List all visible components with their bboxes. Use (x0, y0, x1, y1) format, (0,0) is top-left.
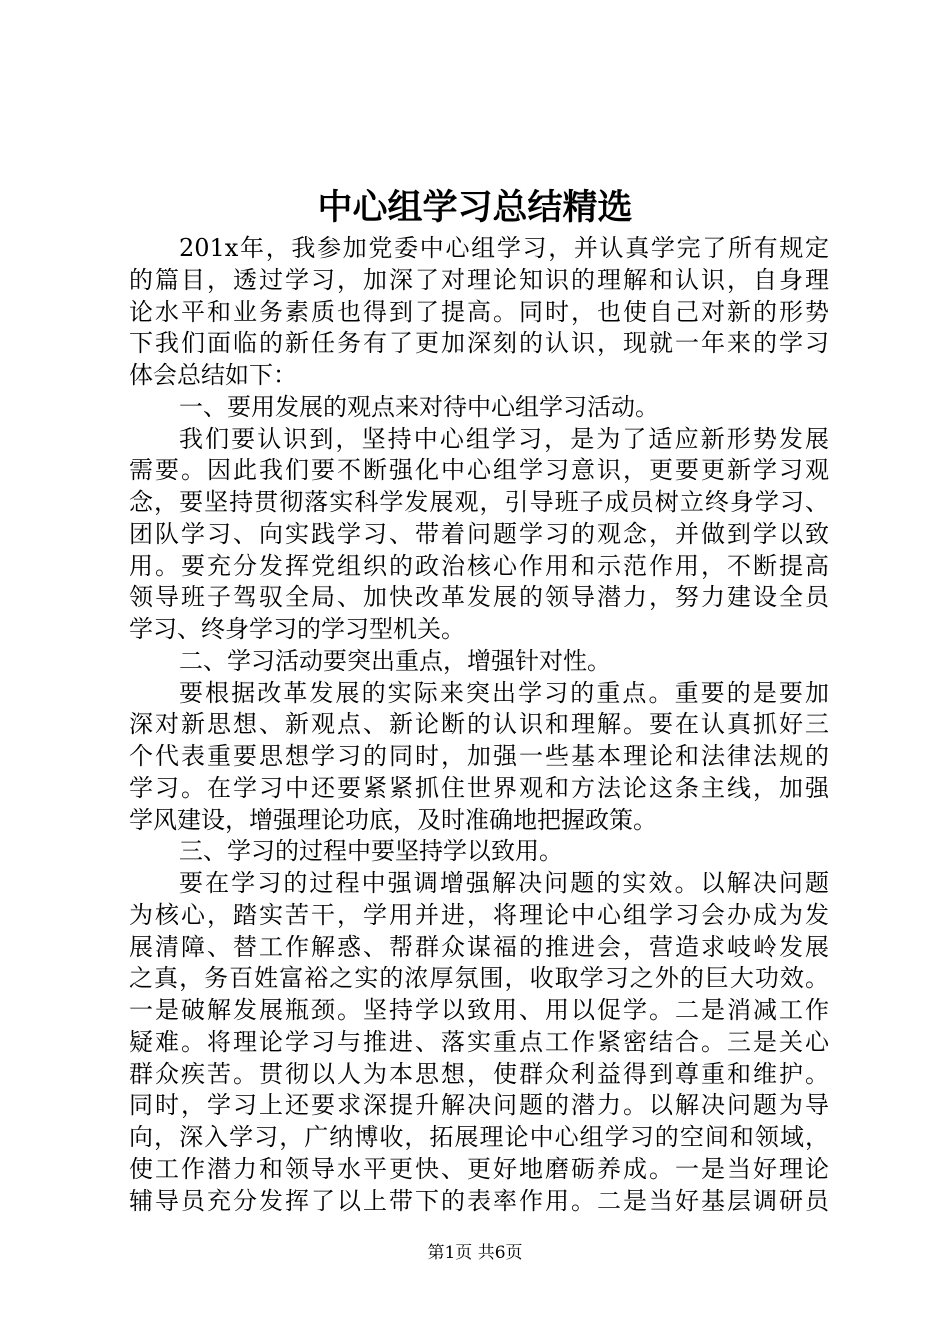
section-heading: 二、学习活动要突出重点，增强针对性。 (179, 646, 611, 675)
body-line: 使工作潜力和领导水平更快、更好地磨砺养成。一是当好理论 (129, 1154, 829, 1183)
body-line: 体会总结如下： (129, 361, 297, 389)
page-footer: 第1页 共6页 (427, 1243, 523, 1263)
body-line: 领导班子驾驭全局、加快改革发展的领导潜力，努力建设全员 (129, 583, 829, 612)
body-line: 我们要认识到，坚持中心组学习，是为了适应新形势发展 (179, 424, 829, 453)
body-line: 同时，学习上还要求深提升解决问题的潜力。以解决问题为导 (129, 1091, 829, 1120)
body-line: 疑难。将理论学习与推进、落实重点工作紧密结合。三是关心 (129, 1027, 829, 1056)
body-line: 要根据改革发展的实际来突出学习的重点。重要的是要加 (179, 678, 829, 707)
body-line: 一是破解发展瓶颈。坚持学以致用、用以促学。二是消减工作 (129, 996, 829, 1024)
body-line: 学习。在学习中还要紧紧抓住世界观和方法论这条主线，加强 (129, 773, 829, 802)
body-line: 要在学习的过程中强调增强解决问题的实效。以解决问题 (179, 869, 829, 897)
body-line: 个代表重要思想学习的同时，加强一些基本理论和法律法规的 (129, 742, 829, 770)
body-line: 之真，务百姓富裕之实的浓厚氛围，收取学习之外的巨大功效。 (129, 964, 829, 993)
body-line: 念，要坚持贯彻落实科学发展观，引导班子成员树立终身学习、 (129, 488, 829, 516)
body-line: 的篇目，透过学习，加深了对理论知识的理解和认识，自身理 (129, 265, 829, 294)
body-line: 向，深入学习，广纳博收，拓展理论中心组学习的空间和领域， (129, 1123, 829, 1151)
body-line: 下我们面临的新任务有了更加深刻的认识，现就一年来的学习 (129, 329, 829, 358)
section-heading: 一、要用发展的观点来对待中心组学习活动。 (179, 392, 659, 421)
body-line: 辅导员充分发挥了以上带下的表率作用。二是当好基层调研员 (129, 1186, 829, 1215)
document-title: 中心组学习总结精选 (317, 188, 633, 228)
body-line: 需要。因此我们要不断强化中心组学习意识，更要更新学习观 (129, 456, 829, 485)
section-heading: 三、学习的过程中要坚持学以致用。 (179, 837, 563, 866)
body-line: 学习、终身学习的学习型机关。 (129, 615, 465, 643)
body-line: 群众疾苦。贯彻以人为本思想，使群众利益得到尊重和维护。 (129, 1059, 829, 1088)
body-line: 201x年，我参加党委中心组学习，并认真学完了所有规定 (179, 234, 829, 262)
body-line: 深对新思想、新观点、新论断的认识和理解。要在认真抓好三 (129, 710, 829, 739)
body-line: 团队学习、向实践学习、带着问题学习的观念，并做到学以致 (129, 519, 829, 548)
body-line: 为核心，踏实苦干，学用并进，将理论中心组学习会办成为发 (129, 900, 829, 929)
body-line: 用。要充分发挥党组织的政治核心作用和示范作用，不断提高 (129, 551, 829, 580)
document-body (129, 233, 829, 1217)
body-line: 论水平和业务素质也得到了提高。同时，也使自己对新的形势 (129, 297, 829, 326)
body-line: 学风建设，增强理论功底，及时准确地把握政策。 (129, 805, 657, 834)
body-line: 展清障、替工作解惑、帮群众谋福的推进会，营造求岐岭发展 (129, 932, 829, 961)
